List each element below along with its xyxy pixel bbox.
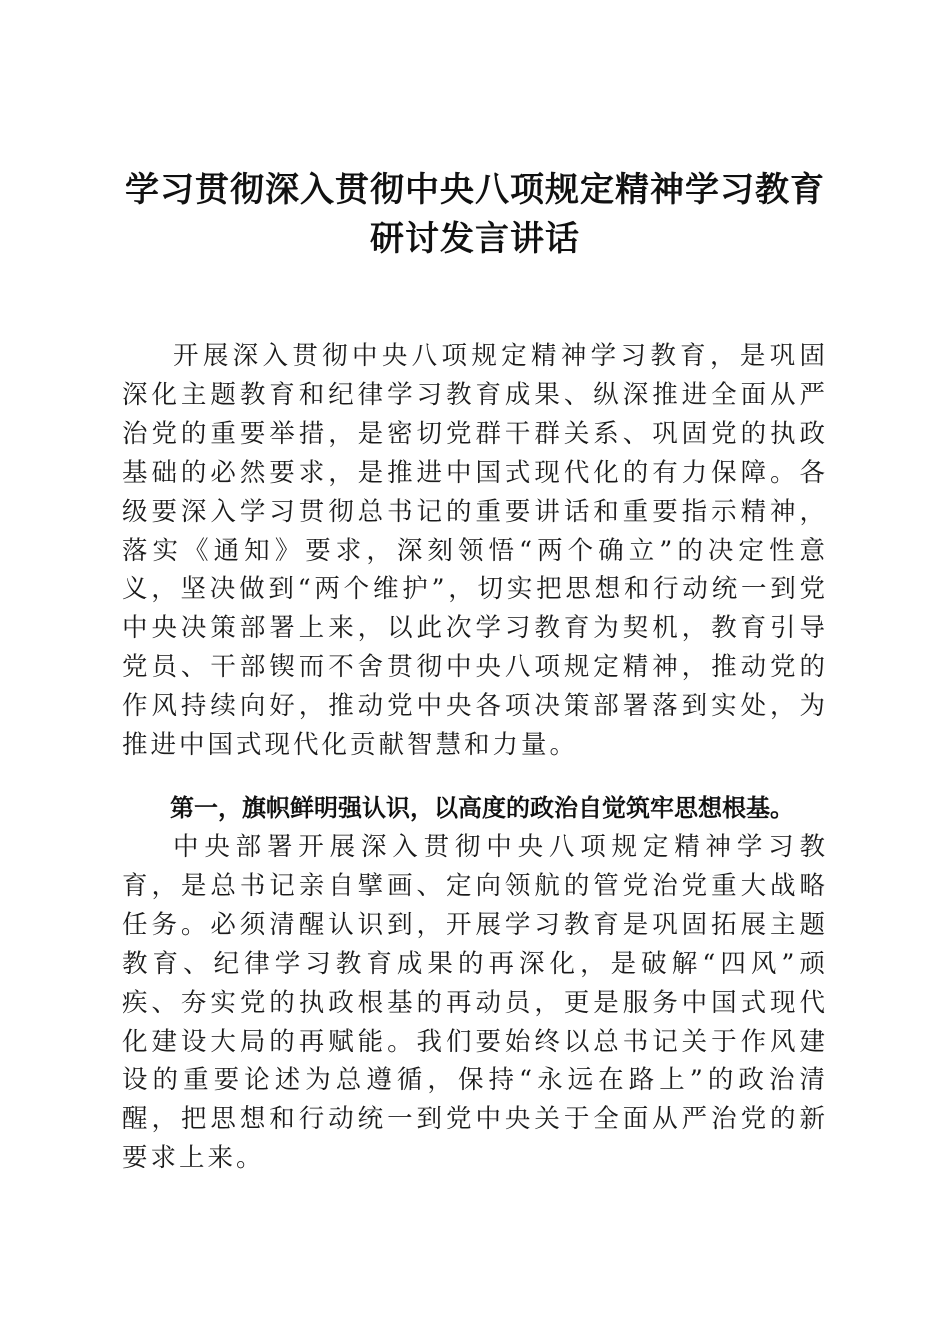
body-paragraph-1: 开展深入贯彻中央八项规定精神学习教育，是巩固深化主题教育和纪律学习教育成果、纵深推进全面从严治党的重要举措，是密切党群干群关系、巩固党的执政基础的必然要求，是推进中国式现代化的有力保障。各级要深入学习贯彻总书记的重要讲话和重要指示精神，落实《通知》要求，深刻领悟“两个确立”的决定性意义，坚决做到“两个维护”，切实把思想和行动统一到党中央决策部署上来，以此次学习教育为契机，教育引导党员、干部锲而不舍贯彻中央八项规定精神，推动党的作风持续向好，推动党中央各项决策部署落到实处，为推进中国式现代化贡献智慧和力量。 [122,341,828,761]
document-title-line-2: 研讨发言讲话 [370,219,580,259]
document-title-line-1: 学习贯彻深入贯彻中央八项规定精神学习教育 [125,170,825,210]
section-heading-1: 第一，旗帜鲜明强认识，以高度的政治自觉筑牢思想根基。 [170,794,794,822]
body-paragraph-2: 中央部署开展深入贯彻中央八项规定精神学习教育，是总书记亲自擘画、定向领航的管党治党重大战略任务。必须清醒认识到，开展学习教育是巩固拓展主题教育、纪律学习教育成果的再深化，是破解“四风”顽疾、夯实党的执政根基的再动员，更是服务中国式现代化建设大局的再赋能。我们要始终以总书记关于作风建设的重要论述为总遵循，保持“永远在路上”的政治清醒，把思想和行动统一到党中央关于全面从严治党的新要求上来。 [122,832,828,1174]
